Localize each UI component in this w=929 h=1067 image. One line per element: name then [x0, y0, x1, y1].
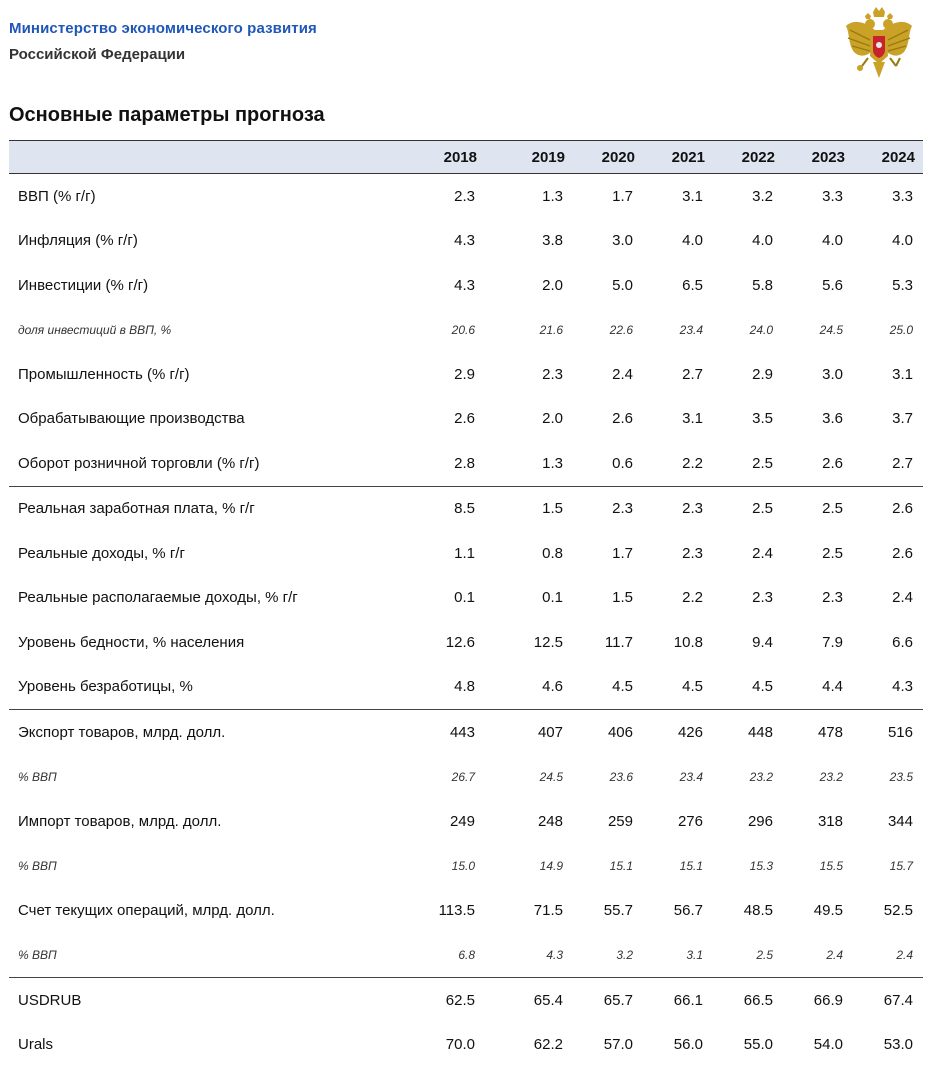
value-cell: 5.6 [783, 263, 853, 308]
table-row [9, 308, 923, 353]
value-cell: 24.5 [485, 755, 573, 800]
value-cell: 2.3 [485, 352, 573, 397]
value-cell: 0.1 [485, 576, 573, 621]
value-cell: 2.5 [783, 486, 853, 531]
value-cell: 2.5 [713, 933, 783, 978]
table-row [9, 620, 923, 665]
row-label: % ВВП [9, 844, 397, 889]
value-cell: 2.8 [397, 441, 485, 486]
value-cell: 48.5 [713, 888, 783, 933]
value-cell: 22.6 [573, 308, 643, 353]
row-label: ВВП (% г/г) [9, 174, 397, 219]
value-cell: 4.3 [853, 665, 923, 710]
value-cell: 2.9 [397, 352, 485, 397]
value-cell: 2.5 [713, 441, 783, 486]
value-cell: 23.4 [643, 308, 713, 353]
value-cell: 443 [397, 710, 485, 755]
value-cell: 3.6 [783, 397, 853, 442]
value-cell: 4.5 [713, 665, 783, 710]
value-cell: 49.5 [783, 888, 853, 933]
year-header: 2021 [643, 141, 713, 174]
value-cell: 52.5 [853, 888, 923, 933]
value-cell: 7.9 [783, 620, 853, 665]
value-cell: 2.4 [853, 576, 923, 621]
table-row [9, 933, 923, 978]
table-row [9, 174, 923, 219]
value-cell: 1.5 [573, 576, 643, 621]
table-row [9, 219, 923, 264]
year-header: 2018 [397, 141, 485, 174]
row-label: Реальные доходы, % г/г [9, 531, 397, 576]
value-cell: 2.0 [485, 397, 573, 442]
value-cell: 3.8 [485, 219, 573, 264]
value-cell: 4.3 [397, 219, 485, 264]
row-label: % ВВП [9, 933, 397, 978]
value-cell: 20.6 [397, 308, 485, 353]
value-cell: 6.5 [643, 263, 713, 308]
value-cell: 4.0 [783, 219, 853, 264]
value-cell: 55.0 [713, 1023, 783, 1067]
value-cell: 4.0 [853, 219, 923, 264]
table-header-row [9, 141, 923, 174]
value-cell: 3.1 [853, 352, 923, 397]
value-cell: 4.3 [397, 263, 485, 308]
value-cell: 478 [783, 710, 853, 755]
value-cell: 12.6 [397, 620, 485, 665]
value-cell: 1.3 [485, 174, 573, 219]
value-cell: 15.3 [713, 844, 783, 889]
value-cell: 23.6 [573, 755, 643, 800]
value-cell: 4.5 [643, 665, 713, 710]
value-cell: 3.7 [853, 397, 923, 442]
value-cell: 2.4 [783, 933, 853, 978]
value-cell: 2.3 [643, 486, 713, 531]
value-cell: 55.7 [573, 888, 643, 933]
value-cell: 12.5 [485, 620, 573, 665]
year-header: 2020 [573, 141, 643, 174]
value-cell: 2.6 [783, 441, 853, 486]
value-cell: 66.1 [643, 978, 713, 1023]
value-cell: 448 [713, 710, 783, 755]
value-cell: 406 [573, 710, 643, 755]
value-cell: 3.3 [853, 174, 923, 219]
year-header: 2024 [853, 141, 923, 174]
value-cell: 2.3 [573, 486, 643, 531]
year-header: 2022 [713, 141, 783, 174]
value-cell: 53.0 [853, 1023, 923, 1067]
value-cell: 2.9 [713, 352, 783, 397]
value-cell: 21.6 [485, 308, 573, 353]
value-cell: 9.4 [713, 620, 783, 665]
table-row [9, 799, 923, 844]
value-cell: 0.6 [573, 441, 643, 486]
row-label: Экспорт товаров, млрд. долл. [9, 710, 397, 755]
table-row [9, 441, 923, 486]
value-cell: 426 [643, 710, 713, 755]
forecast-table [9, 140, 923, 1067]
row-label: Инфляция (% г/г) [9, 219, 397, 264]
value-cell: 296 [713, 799, 783, 844]
value-cell: 4.4 [783, 665, 853, 710]
value-cell: 3.3 [783, 174, 853, 219]
value-cell: 62.2 [485, 1023, 573, 1067]
row-label: Импорт товаров, млрд. долл. [9, 799, 397, 844]
value-cell: 2.6 [397, 397, 485, 442]
value-cell: 1.3 [485, 441, 573, 486]
row-label: Обрабатывающие производства [9, 397, 397, 442]
table-row [9, 576, 923, 621]
value-cell: 70.0 [397, 1023, 485, 1067]
row-label: Промышленность (% г/г) [9, 352, 397, 397]
value-cell: 407 [485, 710, 573, 755]
value-cell: 5.8 [713, 263, 783, 308]
value-cell: 3.0 [573, 219, 643, 264]
value-cell: 1.1 [397, 531, 485, 576]
value-cell: 8.5 [397, 486, 485, 531]
value-cell: 15.1 [573, 844, 643, 889]
table-row [9, 1023, 923, 1067]
value-cell: 6.8 [397, 933, 485, 978]
value-cell: 1.5 [485, 486, 573, 531]
value-cell: 4.0 [643, 219, 713, 264]
row-label: Счет текущих операций, млрд. долл. [9, 888, 397, 933]
value-cell: 3.2 [713, 174, 783, 219]
value-cell: 2.3 [783, 576, 853, 621]
row-label: Реальная заработная плата, % г/г [9, 486, 397, 531]
value-cell: 2.4 [573, 352, 643, 397]
value-cell: 2.6 [573, 397, 643, 442]
value-cell: 10.8 [643, 620, 713, 665]
value-cell: 23.2 [783, 755, 853, 800]
row-label: Оборот розничной торговли (% г/г) [9, 441, 397, 486]
row-label: доля инвестиций в ВВП, % [9, 308, 397, 353]
value-cell: 2.7 [853, 441, 923, 486]
row-label: Urals [9, 1023, 397, 1067]
russian-coat-of-arms-icon [840, 4, 918, 84]
value-cell: 66.5 [713, 978, 783, 1023]
value-cell: 26.7 [397, 755, 485, 800]
value-cell: 24.5 [783, 308, 853, 353]
value-cell: 56.7 [643, 888, 713, 933]
value-cell: 344 [853, 799, 923, 844]
value-cell: 5.0 [573, 263, 643, 308]
value-cell: 24.0 [713, 308, 783, 353]
value-cell: 3.5 [713, 397, 783, 442]
table-body [9, 174, 923, 1067]
value-cell: 57.0 [573, 1023, 643, 1067]
value-cell: 4.6 [485, 665, 573, 710]
value-cell: 0.8 [485, 531, 573, 576]
value-cell: 0.1 [397, 576, 485, 621]
value-cell: 2.5 [783, 531, 853, 576]
table-row [9, 888, 923, 933]
table-row [9, 978, 923, 1023]
value-cell: 2.3 [397, 174, 485, 219]
value-cell: 54.0 [783, 1023, 853, 1067]
value-cell: 2.3 [713, 576, 783, 621]
value-cell: 276 [643, 799, 713, 844]
header-label-cell [9, 141, 397, 174]
value-cell: 318 [783, 799, 853, 844]
value-cell: 71.5 [485, 888, 573, 933]
year-header: 2023 [783, 141, 853, 174]
table-row [9, 844, 923, 889]
year-header: 2019 [485, 141, 573, 174]
value-cell: 23.5 [853, 755, 923, 800]
ministry-name-line1: Министерство экономического развития [9, 20, 317, 37]
value-cell: 66.9 [783, 978, 853, 1023]
table-row [9, 531, 923, 576]
value-cell: 23.2 [713, 755, 783, 800]
table-row [9, 352, 923, 397]
value-cell: 15.1 [643, 844, 713, 889]
value-cell: 14.9 [485, 844, 573, 889]
value-cell: 5.3 [853, 263, 923, 308]
value-cell: 2.0 [485, 263, 573, 308]
row-label: Инвестиции (% г/г) [9, 263, 397, 308]
value-cell: 65.4 [485, 978, 573, 1023]
value-cell: 4.5 [573, 665, 643, 710]
table-row [9, 263, 923, 308]
value-cell: 248 [485, 799, 573, 844]
value-cell: 4.3 [485, 933, 573, 978]
value-cell: 67.4 [853, 978, 923, 1023]
row-label: USDRUB [9, 978, 397, 1023]
table-row [9, 665, 923, 710]
value-cell: 259 [573, 799, 643, 844]
page-title: Основные параметры прогноза [9, 104, 325, 127]
row-label: Уровень безработицы, % [9, 665, 397, 710]
value-cell: 23.4 [643, 755, 713, 800]
value-cell: 25.0 [853, 308, 923, 353]
value-cell: 6.6 [853, 620, 923, 665]
value-cell: 2.5 [713, 486, 783, 531]
table-row [9, 397, 923, 442]
value-cell: 3.0 [783, 352, 853, 397]
value-cell: 3.2 [573, 933, 643, 978]
value-cell: 3.1 [643, 397, 713, 442]
ministry-name-line2: Российской Федерации [9, 46, 317, 63]
value-cell: 62.5 [397, 978, 485, 1023]
value-cell: 11.7 [573, 620, 643, 665]
header [9, 20, 317, 63]
value-cell: 113.5 [397, 888, 485, 933]
value-cell: 2.6 [853, 531, 923, 576]
row-label: Реальные располагаемые доходы, % г/г [9, 576, 397, 621]
value-cell: 1.7 [573, 531, 643, 576]
table-row [9, 755, 923, 800]
value-cell: 4.8 [397, 665, 485, 710]
table-row [9, 486, 923, 531]
value-cell: 249 [397, 799, 485, 844]
table-row [9, 710, 923, 755]
value-cell: 2.3 [643, 531, 713, 576]
value-cell: 3.1 [643, 174, 713, 219]
value-cell: 3.1 [643, 933, 713, 978]
value-cell: 2.2 [643, 576, 713, 621]
value-cell: 15.7 [853, 844, 923, 889]
value-cell: 1.7 [573, 174, 643, 219]
value-cell: 56.0 [643, 1023, 713, 1067]
value-cell: 516 [853, 710, 923, 755]
row-label: % ВВП [9, 755, 397, 800]
row-label: Уровень бедности, % населения [9, 620, 397, 665]
value-cell: 15.5 [783, 844, 853, 889]
value-cell: 15.0 [397, 844, 485, 889]
value-cell: 2.2 [643, 441, 713, 486]
value-cell: 2.4 [853, 933, 923, 978]
value-cell: 2.6 [853, 486, 923, 531]
value-cell: 65.7 [573, 978, 643, 1023]
value-cell: 4.0 [713, 219, 783, 264]
value-cell: 2.7 [643, 352, 713, 397]
value-cell: 2.4 [713, 531, 783, 576]
